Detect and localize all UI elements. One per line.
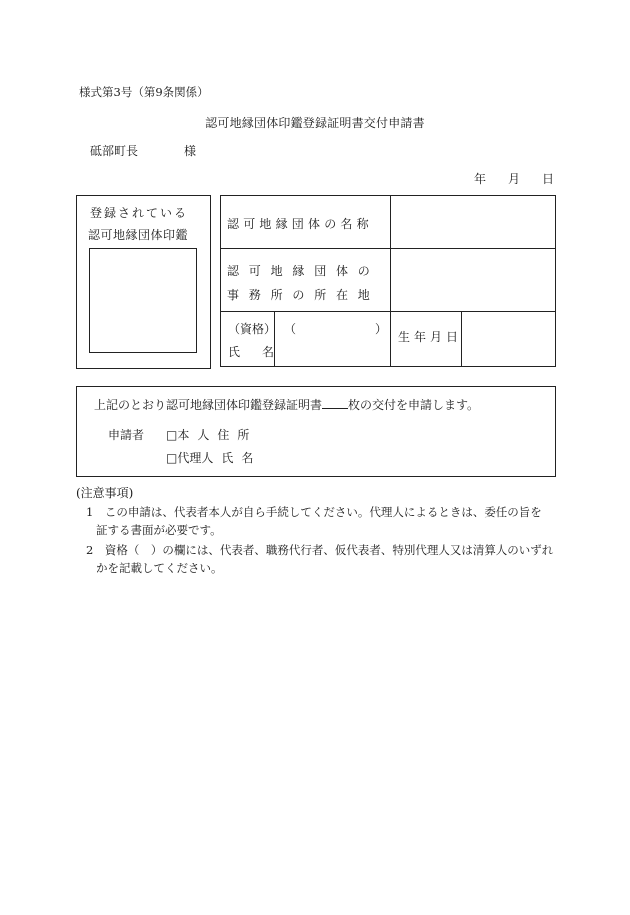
office-address-label-line2: 事務所の所在地 <box>227 288 380 302</box>
addressee-name: 砥部町長 <box>90 144 139 158</box>
seal-stamp-area[interactable] <box>89 248 197 353</box>
date-day-label: 日 <box>542 172 555 186</box>
group-name-field[interactable] <box>394 200 552 244</box>
applicant-option-agent[interactable]: □代理人 氏 名 <box>166 451 254 465</box>
group-name-label: 認可地縁団体の名称 <box>227 217 373 231</box>
note-2-continued: かを記載してください。 <box>96 561 223 575</box>
applicant-option-self[interactable]: □本 人 住 所 <box>166 428 250 442</box>
birthdate-label: 生年月日 <box>398 330 463 344</box>
representative-name-field[interactable] <box>280 338 384 360</box>
notes-heading: (注意事項) <box>76 486 134 500</box>
seal-label-line2: 認可地縁団体印鑑 <box>88 228 189 242</box>
note-1: 1 この申請は、代表者本人が自ら手続してください。代理人によるときは、委任の旨を <box>86 505 542 519</box>
table-divider <box>220 311 556 312</box>
seal-label-line1: 登録されている <box>90 206 189 220</box>
document-title: 認可地縁団体印鑑登録証明書交付申請書 <box>205 116 425 130</box>
date-month-label: 月 <box>508 172 521 186</box>
full-name-label: 氏 名 <box>228 345 275 359</box>
birthdate-field[interactable] <box>465 315 552 363</box>
table-divider <box>390 195 391 311</box>
qualification-paren-open: （ <box>284 322 297 336</box>
applicant-label: 申請者 <box>108 428 145 442</box>
note-1-continued: 証する書面が必要です。 <box>96 523 222 537</box>
addressee-honorific: 様 <box>184 144 197 158</box>
qualification-field[interactable] <box>292 318 372 334</box>
addressee <box>90 142 196 159</box>
office-address-label-line1: 認可地縁団体の <box>227 264 380 278</box>
table-divider <box>220 248 556 249</box>
date-year-label: 年 <box>474 172 487 186</box>
office-address-field[interactable] <box>394 253 552 307</box>
table-divider <box>390 311 391 367</box>
date-line <box>474 170 554 187</box>
qualification-label: （資格） <box>228 322 277 336</box>
copies-count-field[interactable] <box>322 397 348 409</box>
form-number: 様式第3号（第9条関係） <box>79 85 209 99</box>
request-statement: 上記のとおり認可地縁団体印鑑登録証明書 枚の交付を申請します。 <box>94 398 480 412</box>
note-2: 2 資格（ ）の欄には、代表者、職務代行者、仮代表者、特別代理人又は清算人のいずれ <box>86 543 554 557</box>
qualification-paren-close: ） <box>375 322 388 336</box>
